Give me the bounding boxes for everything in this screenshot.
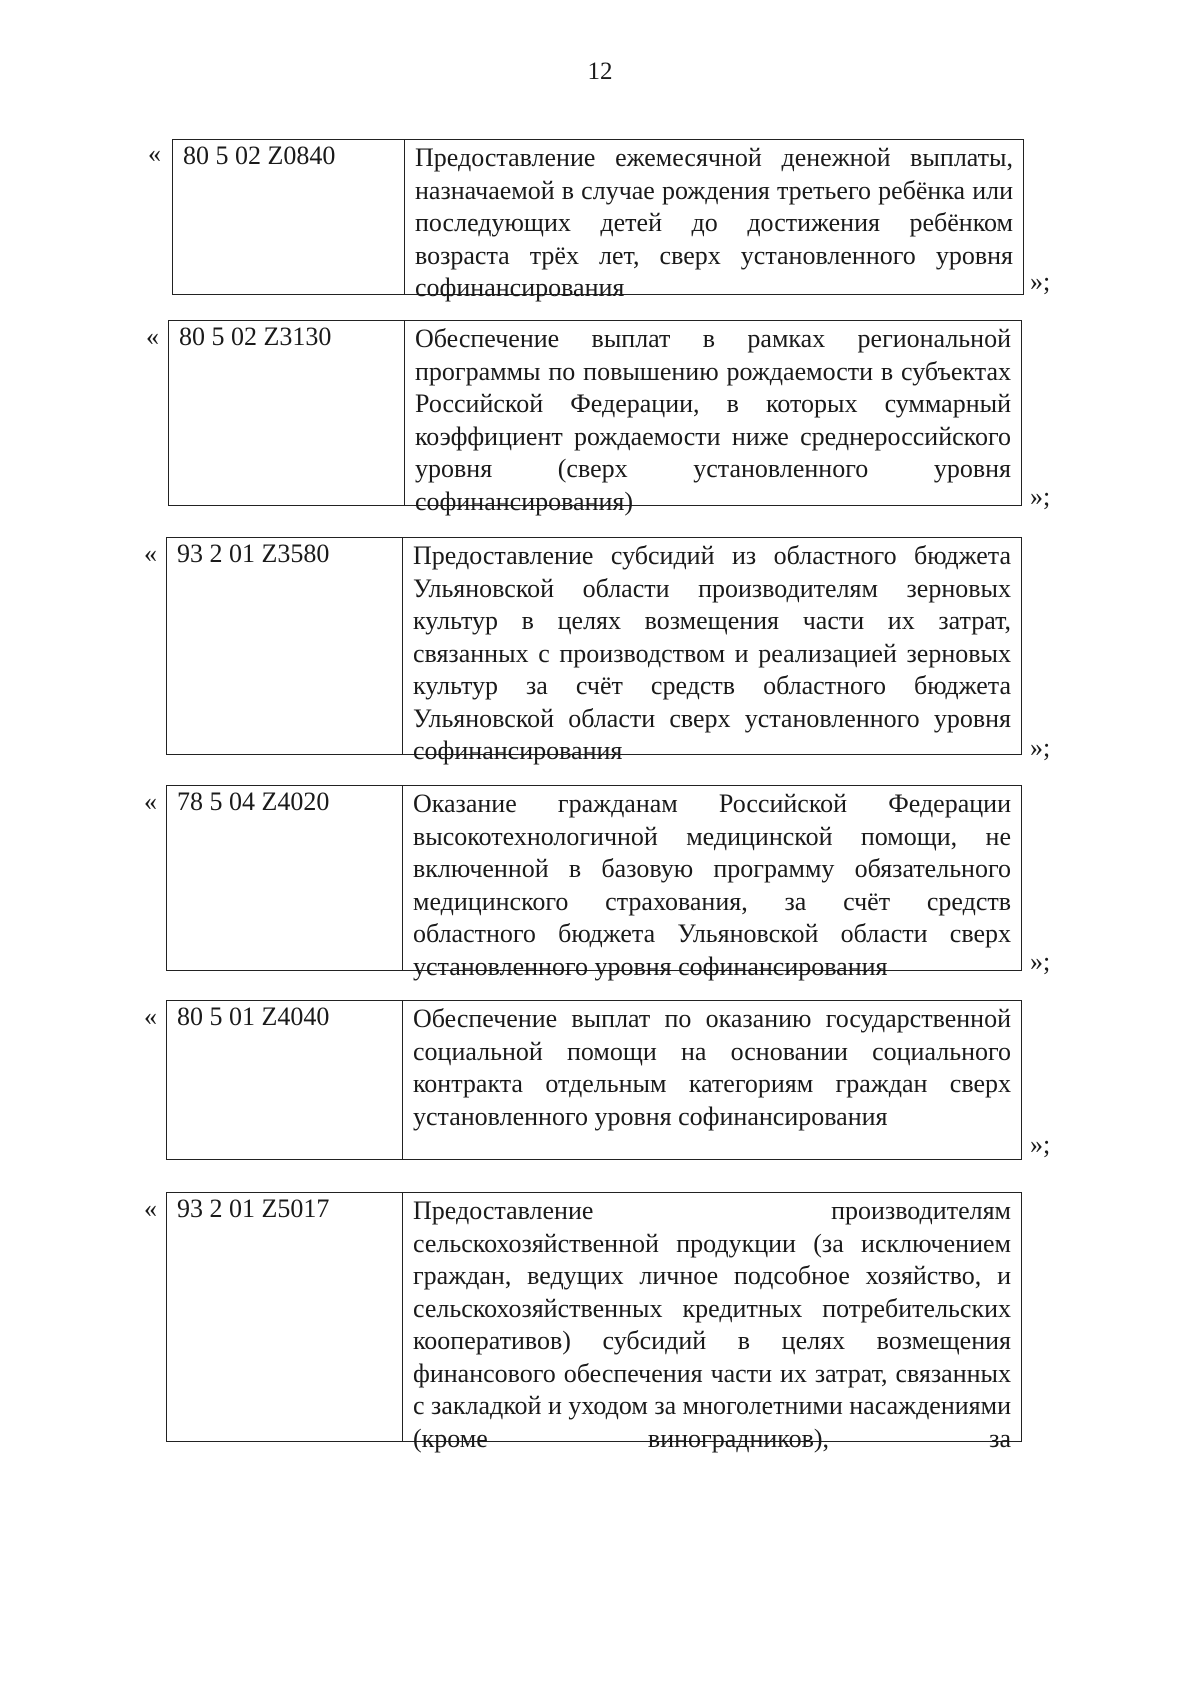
budget-entry bbox=[0, 137, 1200, 302]
close-quote: »; bbox=[1030, 1130, 1051, 1159]
budget-entry bbox=[0, 320, 1200, 515]
open-quote: « bbox=[144, 787, 157, 816]
budget-entry bbox=[0, 1192, 1200, 1454]
budget-code: 80 5 02 Z3130 bbox=[169, 321, 405, 505]
open-quote: « bbox=[144, 1002, 157, 1031]
budget-code: 78 5 04 Z4020 bbox=[167, 786, 403, 970]
budget-description: Обеспечение выплат по оказанию государственной социальной помощи на основании социального контракта отдельным категориям граждан сверх установленного уровня софинансирования bbox=[413, 1004, 1011, 1131]
open-quote: « bbox=[146, 322, 159, 351]
entry-table bbox=[172, 139, 1024, 302]
budget-description: Предоставление ежемесячной денежной выплаты, назначаемой в случае рождения третьего ребёнка или последующих детей до достижения ребёнком возраста трёх лет, сверх установленного уровня софинансирования bbox=[415, 143, 1013, 302]
close-quote: »; bbox=[1030, 267, 1051, 296]
close-quote: »; bbox=[1030, 733, 1051, 762]
entry-table bbox=[166, 537, 1022, 765]
page-number: 12 bbox=[587, 58, 613, 85]
close-quote: »; bbox=[1030, 947, 1051, 976]
budget-code: 80 5 02 Z0840 bbox=[173, 140, 405, 294]
entry-table bbox=[166, 785, 1022, 981]
budget-description: Предоставление субсидий из областного бюджета Ульяновской области производителям зерновых культур в целях возмещения части их затрат, связанных с производством и реализацией зерновых культур за счёт средств областного бюджета Ульяновской области сверх установленного уровня софинансирования bbox=[413, 541, 1011, 765]
budget-description: Предоставление производителям сельскохозяйственной продукции (за исключением граждан, ведущих личное подсобное хозяйство, и сельскохозяйственных кредитных потребительских кооперативов) субсидий в целях возмещения финансового обеспечения части их затрат, связанных с закладкой и уходом за многолетними насаждениями (кроме виноградников), за bbox=[413, 1196, 1011, 1453]
budget-code: 93 2 01 Z5017 bbox=[167, 1193, 403, 1441]
budget-description: Оказание гражданам Российской Федерации высокотехнологичной медицинской помощи, не включенной в базовую программу обязательного медицинского страхования, за счёт средств областного бюджета Ульяновской области сверх установленного уровня софинансирования bbox=[413, 789, 1011, 981]
budget-description: Обеспечение выплат в рамках региональной программы по повышению рождаемости в субъектах Российской Федерации, в которых суммарный коэффициент рождаемости ниже среднероссийского уровня (сверх установленного уровня софинансирования) bbox=[415, 324, 1011, 516]
open-quote: « bbox=[148, 139, 161, 168]
budget-code: 93 2 01 Z3580 bbox=[167, 538, 403, 754]
open-quote: « bbox=[144, 1194, 157, 1223]
budget-code: 80 5 01 Z4040 bbox=[167, 1001, 403, 1159]
budget-entry bbox=[0, 785, 1200, 985]
budget-entry bbox=[0, 537, 1200, 767]
open-quote: « bbox=[144, 539, 157, 568]
entry-table bbox=[166, 1192, 1022, 1453]
close-quote: »; bbox=[1030, 482, 1051, 511]
entry-table bbox=[166, 1000, 1022, 1160]
budget-entry bbox=[0, 1000, 1200, 1170]
entry-table bbox=[168, 320, 1022, 516]
